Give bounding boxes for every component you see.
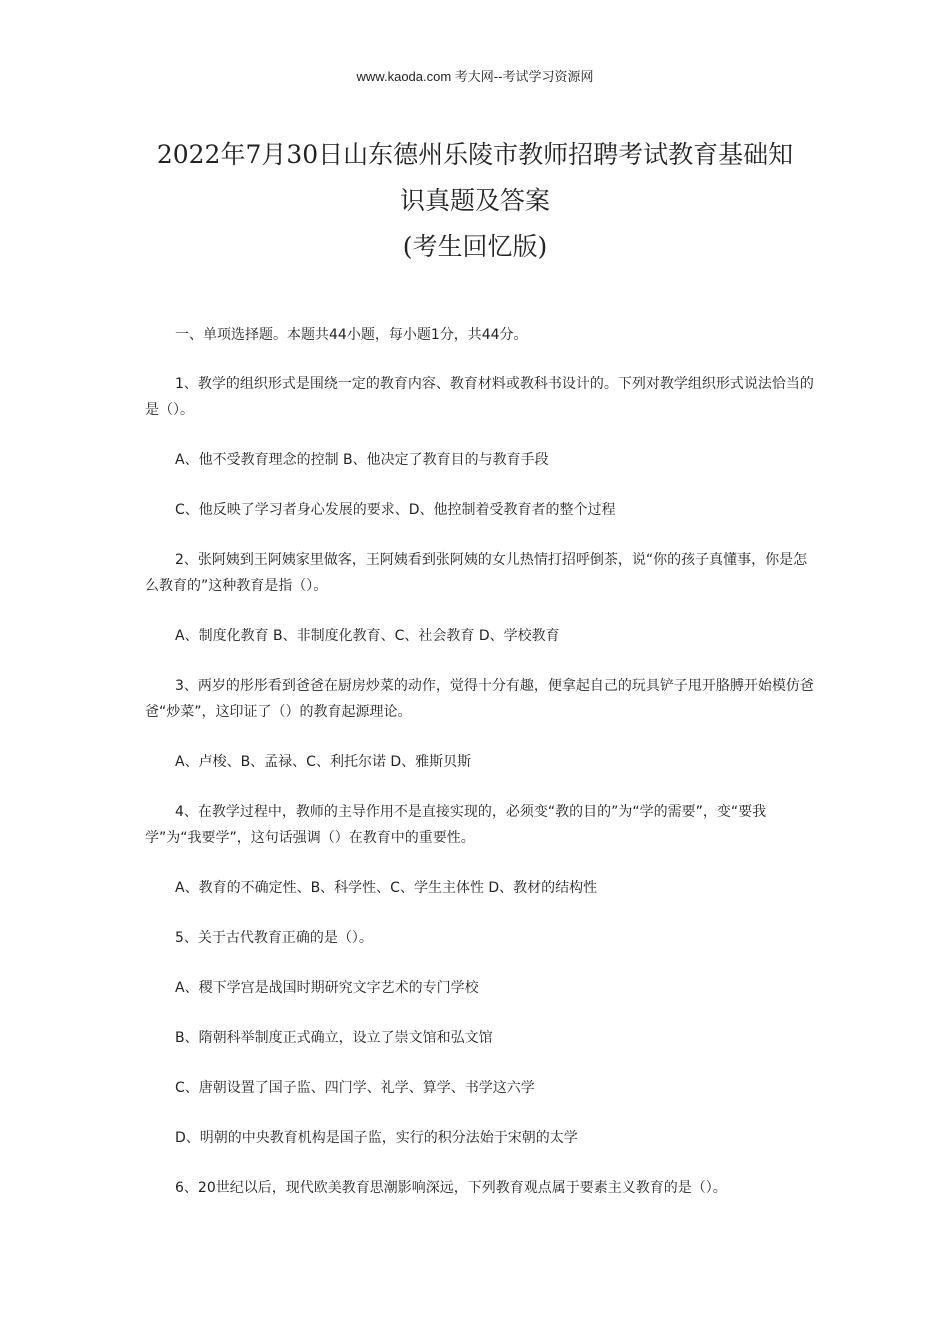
question-5-stem: 5、关于古代教育正确的是（）。 [175, 930, 373, 946]
document-title [140, 132, 810, 270]
question-1-stem: 1、教学的组织形式是围绕一定的教育内容、教育材料或教科书设计的。下列对教学组织形式说法恰当的是（）。 [145, 376, 814, 418]
question-3-stem: 3、两岁的彤彤看到爸爸在厨房炒菜的动作，觉得十分有趣，便拿起自己的玩具铲子甩开胳膊开始模仿爸爸“炒菜”，这印证了（）的教育起源理论。 [145, 678, 814, 720]
site-header: www.kaoda.com 考大网--考试学习资源网 [356, 69, 594, 84]
question-3-option-line-1: A、卢梭、B、孟禄、C、利托尔诺 D、雅斯贝斯 [175, 754, 472, 770]
title-line-1: 2022年7月30日山东德州乐陵市教师招聘考试教育基础知 [156, 140, 794, 169]
question-5-option-a: A、稷下学宫是战国时期研究文字艺术的专门学校 [175, 980, 479, 996]
section-heading: 一、单项选择题。本题共44小题，每小题1分，共44分。 [175, 327, 528, 343]
question-1-option-line-2: C、他反映了学习者身心发展的要求、D、他控制着受教育者的整个过程 [175, 502, 616, 518]
question-5-option-b: B、隋朝科举制度正式确立，设立了崇文馆和弘文馆 [175, 1030, 493, 1046]
question-2-stem: 2、张阿姨到王阿姨家里做客，王阿姨看到张阿姨的女儿热情打招呼倒茶，说“你的孩子真懂事，你是怎么教育的”这种教育是指（）。 [145, 552, 808, 594]
question-4-stem: 4、在教学过程中，教师的主导作用不是直接实现的，必须变“教的目的”为“学的需要”，变“要我学”为“我要学”，这句话强调（）在教育中的重要性。 [145, 804, 767, 846]
question-5-option-d: D、明朝的中央教育机构是国子监，实行的积分法始于宋朝的太学 [175, 1130, 578, 1146]
document-body [145, 322, 817, 1225]
question-2-option-line-1: A、制度化教育 B、非制度化教育、C、社会教育 D、学校教育 [175, 628, 560, 644]
question-6-stem: 6、20世纪以后，现代欧美教育思潮影响深远，下列教育观点属于要素主义教育的是（）。 [175, 1180, 727, 1196]
question-4-option-line-1: A、教育的不确定性、B、科学性、C、学生主体性 D、教材的结构性 [175, 880, 598, 896]
title-line-3: (考生回忆版) [402, 232, 548, 261]
title-line-2: 识真题及答案 [399, 186, 550, 215]
question-5-option-c: C、唐朝设置了国子监、四门学、礼学、算学、书学这六学 [175, 1080, 535, 1096]
question-1-option-line-1: A、他不受教育理念的控制 B、他决定了教育目的与教育手段 [175, 452, 549, 468]
